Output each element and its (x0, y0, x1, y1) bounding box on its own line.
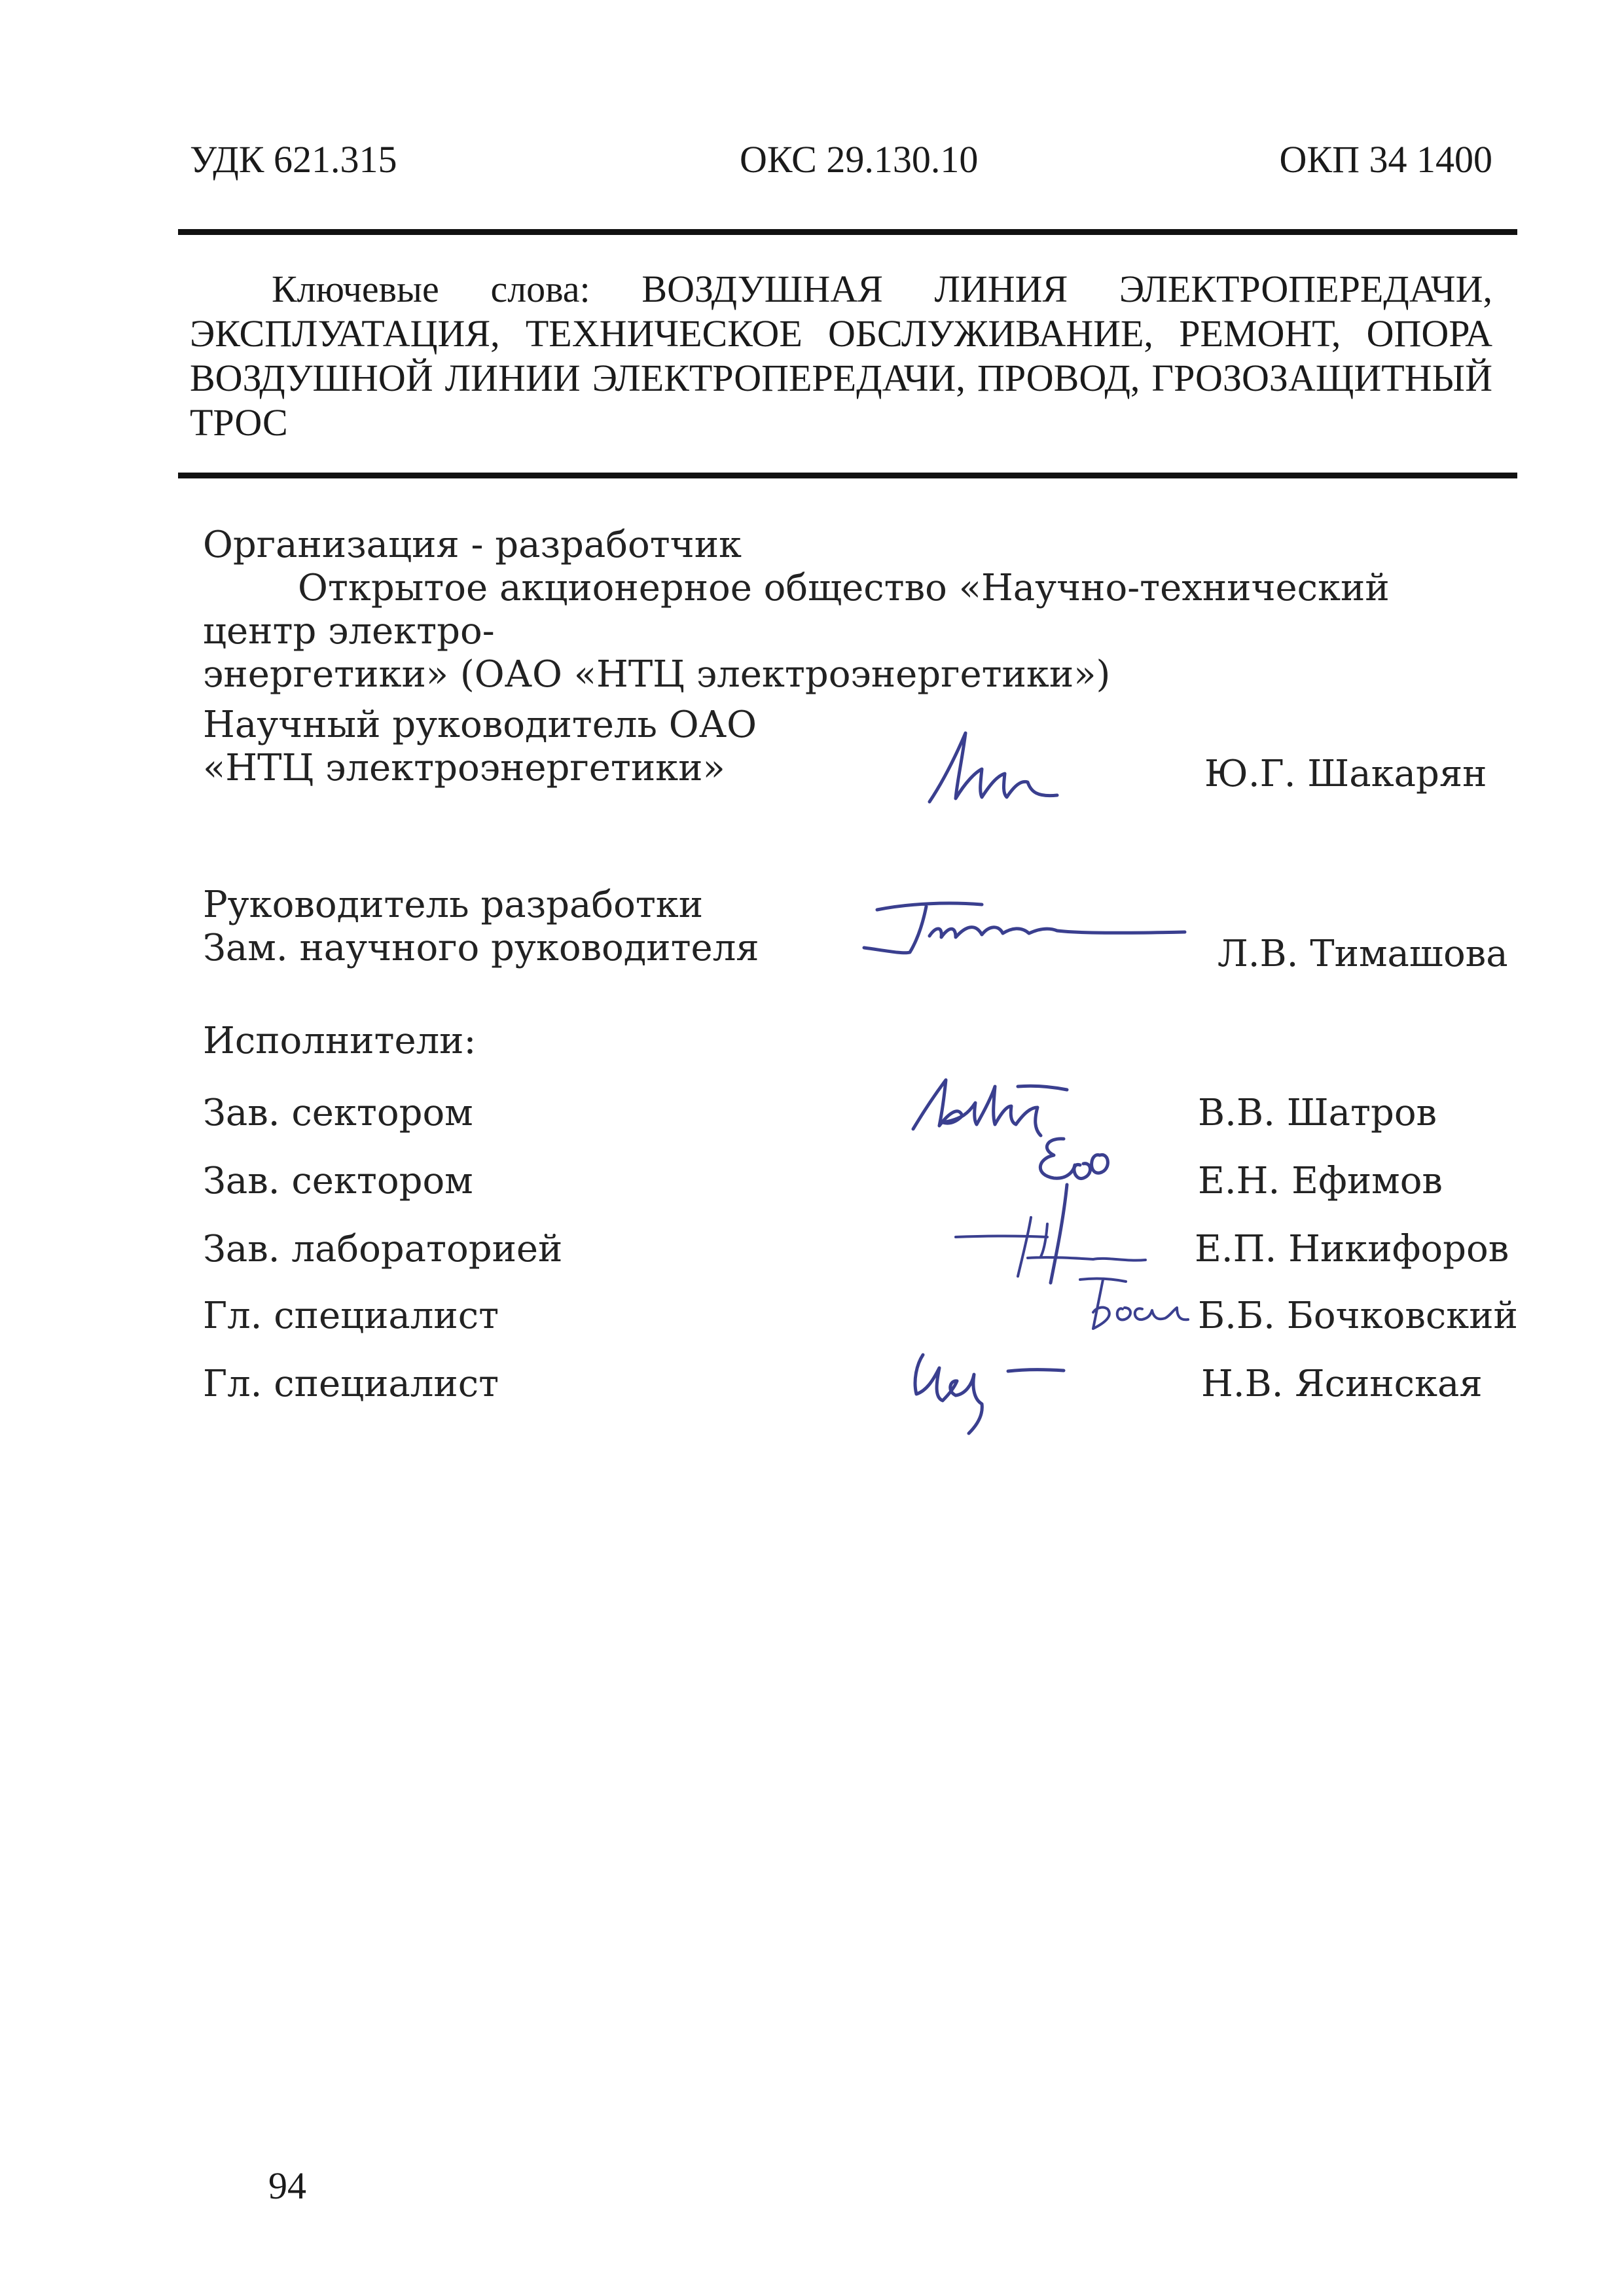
executor-3-role: Зав. лабораторией (203, 1228, 563, 1270)
executor-1-role: Зав. сектором (203, 1092, 473, 1134)
keywords-line-1 (190, 267, 1492, 312)
executor-5-role: Гл. специалист (203, 1363, 499, 1405)
leader-1-role-line-2: «НТЦ электроэнергетики» (203, 747, 725, 789)
okp-code: ОКП 34 1400 (1279, 138, 1492, 181)
executor-2-role: Зав. сектором (203, 1160, 473, 1202)
keywords-line-4: ТРОС (190, 401, 288, 444)
executor-4-name: Б.Б. Бочковский (1198, 1295, 1518, 1337)
signature-shakaryan (916, 720, 1074, 818)
signature-timashova (857, 890, 1204, 962)
executor-4-role: Гл. специалист (203, 1295, 499, 1337)
executors-label: Исполнители: (203, 1020, 477, 1062)
developer-line-2: энергетики» (ОАО «НТЦ электроэнергетики») (203, 653, 1111, 696)
developer-text (203, 567, 1506, 696)
bottom-divider (178, 473, 1517, 478)
page-number: 94 (268, 2164, 306, 2207)
leader-2-role-line-2: Зам. научного руководителя (203, 927, 759, 969)
top-divider (178, 229, 1517, 235)
leader-1-role-line-1: Научный руководитель ОАО (203, 704, 757, 746)
developer-line-1-text: Открытое акционерное общество «Научно-технический центр электро- (203, 567, 1390, 653)
keywords-block (190, 267, 1492, 445)
classification-row (190, 137, 1492, 190)
developer-line-1 (203, 567, 1506, 653)
keywords-line-1-text: Ключевые слова: ВОЗДУШНАЯ ЛИНИЯ ЭЛЕКТРОПЕРЕДАЧИ, (272, 268, 1492, 310)
udk-code: УДК 621.315 (190, 138, 397, 181)
signature-bochkovsky (1067, 1270, 1198, 1335)
executor-1-name: В.В. Шатров (1198, 1092, 1437, 1134)
leader-2-role-line-1: Руководитель разработки (203, 884, 704, 926)
keywords-line-3: ВОЗДУШНОЙ ЛИНИИ ЭЛЕКТРОПЕРЕДАЧИ, ПРОВОД, ГРОЗОЗАЩИТНЫЙ (190, 357, 1492, 399)
keywords-line-2: ЭКСПЛУАТАЦИЯ, ТЕХНИЧЕСКОЕ ОБСЛУЖИВАНИЕ, РЕМОНТ, ОПОРА (190, 312, 1492, 355)
developer-label: Организация - разработчик (203, 524, 742, 566)
oks-code: ОКС 29.130.10 (740, 138, 979, 181)
executor-5-name: Н.В. Ясинская (1201, 1363, 1483, 1405)
signature-yasinskaya (897, 1329, 1074, 1446)
executor-2-name: Е.Н. Ефимов (1198, 1160, 1443, 1202)
executor-3-name: Е.П. Никифоров (1195, 1228, 1509, 1270)
leader-2-name: Л.В. Тимашова (1218, 933, 1508, 975)
leader-1-name: Ю.Г. Шакарян (1204, 753, 1487, 795)
